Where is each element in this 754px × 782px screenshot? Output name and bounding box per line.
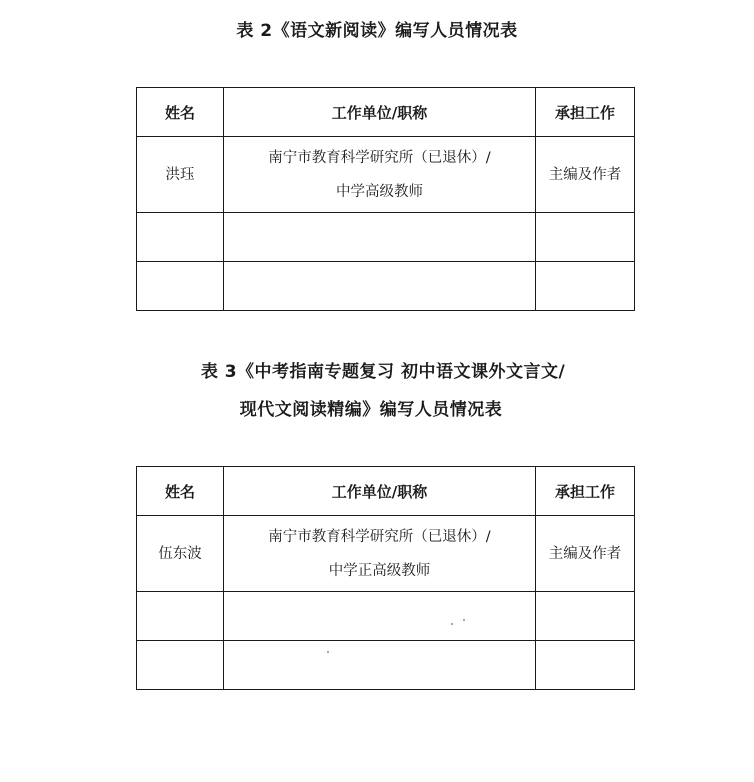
- table2-title: 表 2《语文新阅读》编写人员情况表: [236, 21, 518, 41]
- table-row-empty: [137, 262, 635, 311]
- cell-name: 洪珏: [137, 137, 224, 213]
- table-row: [137, 516, 635, 592]
- empty-cell: [536, 641, 635, 690]
- cell-unit-line1: 南宁市教育科学研究所（已退休）/: [268, 149, 491, 166]
- cell-unit-line1: 南宁市教育科学研究所（已退休）/: [268, 528, 491, 545]
- table-row-empty: [137, 592, 635, 641]
- empty-cell: [137, 592, 224, 641]
- empty-cell: [137, 262, 224, 311]
- cell-unit: [224, 137, 536, 213]
- empty-cell: [536, 592, 635, 641]
- table2: [136, 87, 635, 311]
- empty-cell: [224, 262, 536, 311]
- table-row: [137, 137, 635, 213]
- cell-unit-line2: 中学正高级教师: [328, 562, 431, 579]
- table-row-empty: [137, 641, 635, 690]
- scan-speck: [451, 623, 453, 625]
- header-unit: 工作单位/职称: [224, 88, 536, 137]
- empty-cell: [224, 592, 536, 641]
- table3-title-line1: 表 3《中考指南专题复习 初中语文课外文言文/: [200, 362, 566, 382]
- empty-cell: [224, 213, 536, 262]
- cell-unit: [224, 516, 536, 592]
- header-role: 承担工作: [536, 88, 635, 137]
- header-name: 姓名: [137, 88, 224, 137]
- scan-speck: [327, 651, 329, 653]
- table-header-row: [137, 467, 635, 516]
- empty-cell: [224, 641, 536, 690]
- cell-role: 主编及作者: [536, 137, 635, 213]
- header-name: 姓名: [137, 467, 224, 516]
- table-header-row: [137, 88, 635, 137]
- scan-speck: [463, 619, 465, 621]
- empty-cell: [536, 262, 635, 311]
- cell-role: 主编及作者: [536, 516, 635, 592]
- table3: [136, 466, 635, 690]
- cell-name: 伍东波: [137, 516, 224, 592]
- empty-cell: [536, 213, 635, 262]
- table-row-empty: [137, 213, 635, 262]
- table3-title-line2: 现代文阅读精编》编写人员情况表: [239, 400, 503, 420]
- cell-unit-line2: 中学高级教师: [336, 183, 423, 200]
- empty-cell: [137, 213, 224, 262]
- empty-cell: [137, 641, 224, 690]
- header-role: 承担工作: [536, 467, 635, 516]
- header-unit: 工作单位/职称: [224, 467, 536, 516]
